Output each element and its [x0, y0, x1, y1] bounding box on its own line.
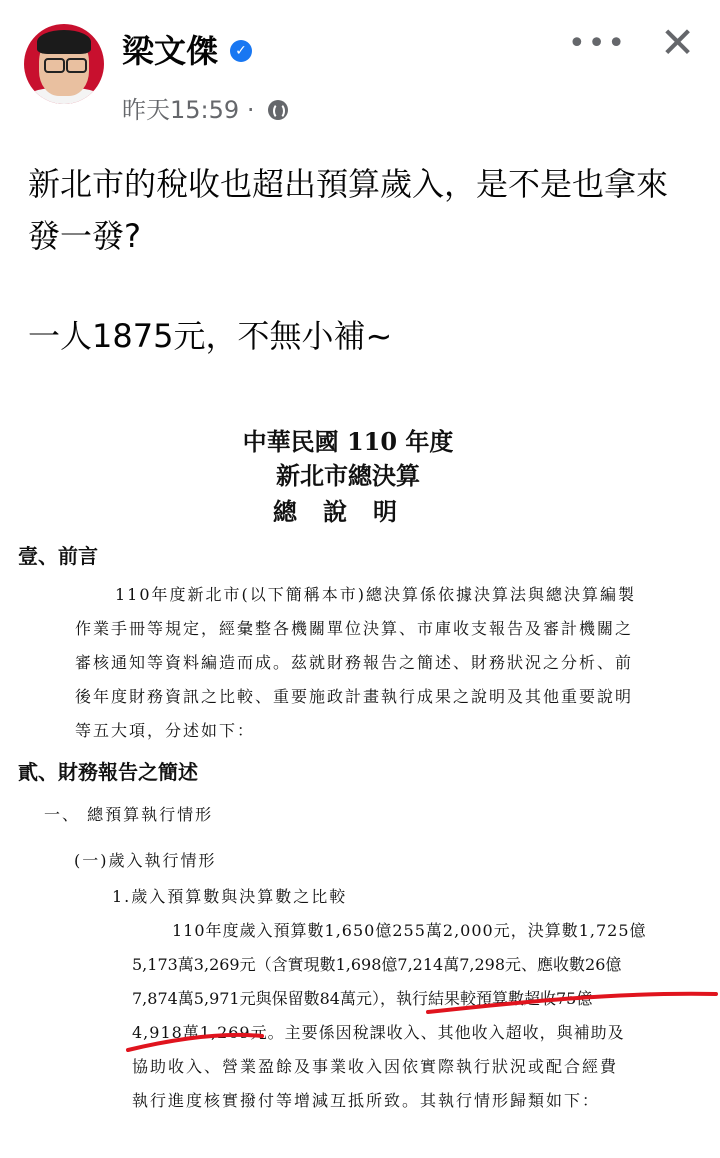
doc-body-line: 協助收入、營業盈餘及事業收入因依實際執行狀況或配合經費 — [132, 1057, 619, 1076]
post-text-line: 一人1875元，不無小補~ — [28, 317, 393, 355]
doc-title-main: 新北市總決算 — [276, 461, 420, 490]
post-text-line: 新北市的稅收也超出預算歲入，是不是也拿來 — [28, 165, 669, 203]
avatar-hair — [37, 30, 91, 54]
doc-subheading: 一、 總預算執行情形 — [44, 805, 214, 824]
doc-title-sub: 總說明 — [273, 497, 423, 526]
doc-body-line: 4,918萬1,269元。主要係因稅課收入、其他收入超收，與補助及 — [132, 1023, 625, 1042]
doc-subheading: (一)歲入執行情形 — [74, 851, 217, 870]
doc-body-line: 執行進度核實撥付等增減互抵所致。其執行情形歸類如下： — [132, 1091, 601, 1110]
doc-paragraph-line: 審核通知等資料編造而成。茲就財務報告之簡述、財務狀況之分析、前 — [75, 653, 634, 672]
doc-paragraph-line: 110年度新北市(以下簡稱本市)總決算係依據決算法與總決算編製 — [115, 585, 637, 604]
verified-badge-icon: ✓ — [230, 40, 252, 62]
doc-paragraph-line: 後年度財務資訊之比較、重要施政計畫執行成果之說明及其他重要說明 — [75, 687, 634, 706]
red-underline-stroke — [428, 994, 716, 1012]
avatar[interactable] — [24, 24, 104, 104]
avatar-glasses-left — [44, 58, 65, 73]
document-image[interactable] — [0, 400, 720, 1158]
close-icon[interactable]: ✕ — [660, 18, 696, 67]
doc-title-year: 中華民國 110 年度 — [242, 427, 454, 456]
doc-body-line: 5,173萬3,269元（含實現數1,698億7,214萬7,298元、應收數26億 — [132, 955, 622, 974]
doc-section-heading: 貳、財務報告之簡述 — [18, 760, 198, 784]
meta-separator: · — [246, 96, 255, 124]
post-text-line: 發一發? — [28, 217, 141, 255]
post-text — [28, 158, 698, 362]
red-underline-annotation — [0, 400, 720, 1158]
author-name[interactable]: 梁文傑 — [122, 32, 219, 70]
more-horizontal-icon[interactable]: ••• — [568, 26, 628, 61]
doc-section-heading: 壹、前言 — [18, 544, 98, 568]
doc-body-line: 7,874萬5,971元與保留數84萬元），執行結果較預算數超收75億 — [132, 989, 593, 1008]
doc-paragraph-line: 作業手冊等規定，經彙整各機關單位決算、市庫收支報告及審計機關之 — [75, 619, 634, 638]
post-timestamp[interactable]: 昨天15:59 — [122, 96, 240, 124]
doc-subheading: 1.歲入預算數與決算數之比較 — [112, 887, 348, 906]
doc-body-line: 110年度歲入預算數1,650億255萬2,000元，決算數1,725億 — [172, 921, 647, 940]
doc-paragraph-line: 等五大項，分述如下： — [75, 721, 256, 740]
globe-icon[interactable] — [268, 100, 288, 120]
post-meta — [122, 90, 288, 125]
avatar-glasses-right — [66, 58, 87, 73]
red-underline-stroke — [128, 1035, 262, 1050]
post-header — [0, 0, 720, 130]
